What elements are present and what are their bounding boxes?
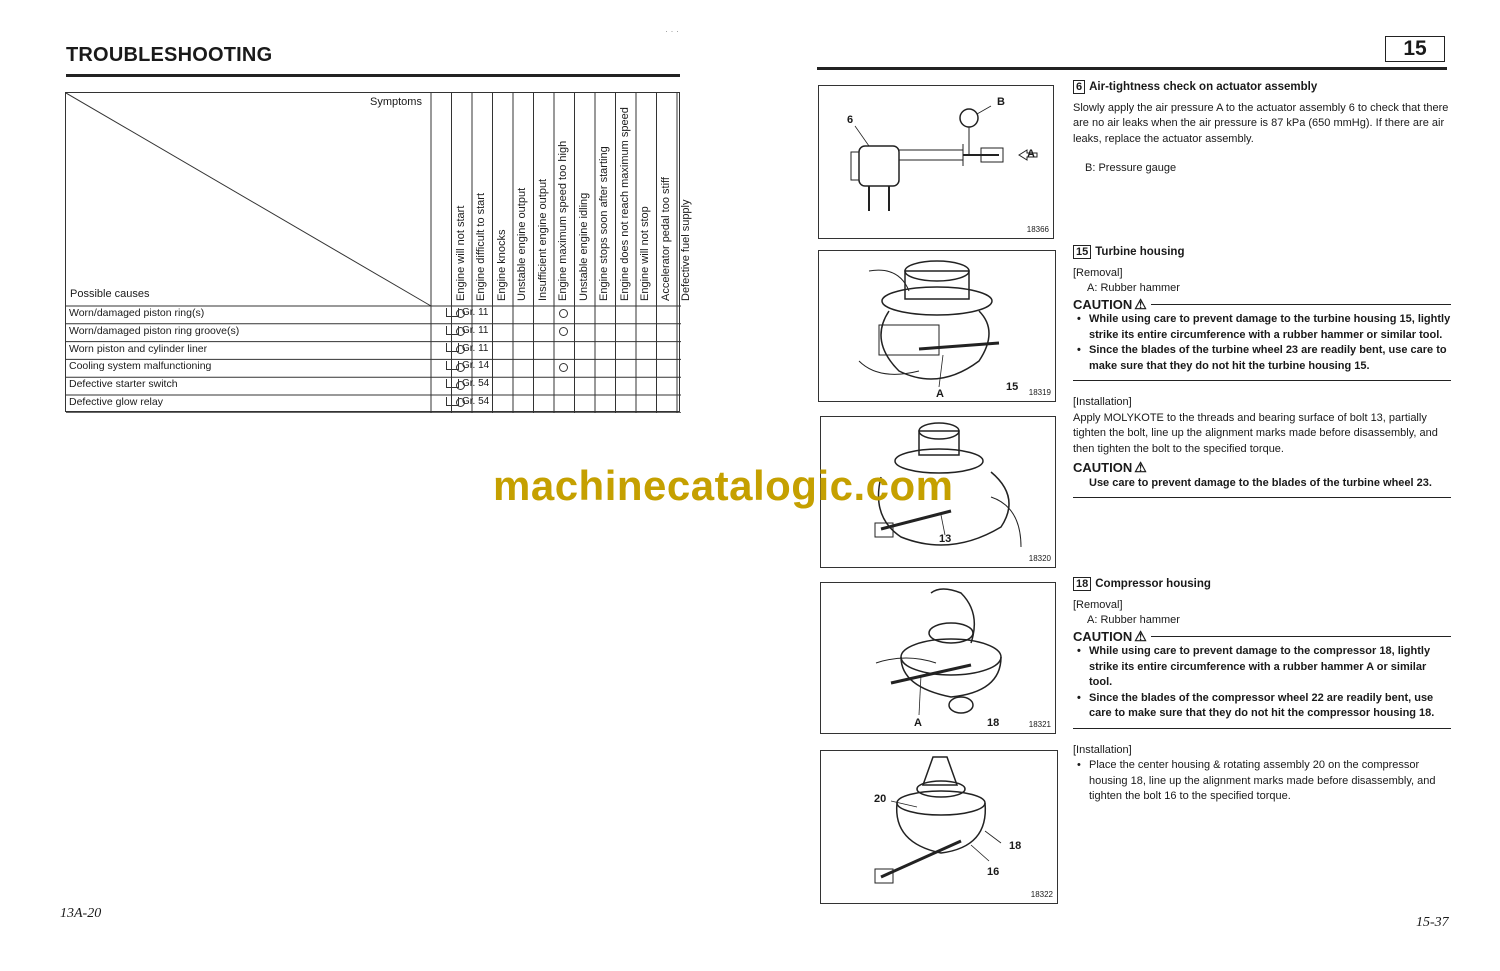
symptom-header: Insufficient engine output [536,178,549,301]
table-row [66,358,680,376]
group-reference: Gr. 11 [446,325,489,336]
figure-id: 18321 [1028,720,1051,729]
cause-label: Cooling system malfunctioning [69,360,212,373]
group-reference: Gr. 54 [446,378,489,389]
symptoms-label: Symptoms [370,96,422,108]
installation-label: [Installation] [1073,396,1132,408]
watermark: machinecatalogic.com [493,462,954,509]
section-number: 6 [1073,80,1085,94]
caution-header: CAUTION ⚠ [1073,297,1451,313]
warning-icon: ⚠ [1134,295,1147,312]
tool-label: A: Rubber hammer [1087,614,1180,626]
symptom-header: Engine maximum speed too high [557,140,569,301]
caution-bullet: • While using care to prevent damage to the compressor 18, lightly strike its entire circumference with a rubber hammer A or similar tool. [1073,644,1451,691]
chapter-rule [817,67,1447,70]
installation-body: Apply MOLYKOTE to the threads and bearing surface of bolt 13, partially tighten the bolt, line up the alignment marks made before disassembly, and then tighten the bolt to the specified torque. [1073,411,1438,455]
actuator-diagram [819,86,1053,238]
section-divider [1073,728,1451,729]
table-row [66,376,680,394]
callout-18: 18 [1009,840,1022,852]
symptom-header: Engine will not start [454,205,467,301]
group-reference: Gr. 11 [446,307,489,318]
symptom-mark-circle [559,363,568,372]
symptom-mark-circle [559,327,568,336]
section-divider [1073,380,1451,381]
section-actuator-check [1073,80,1451,177]
caution-bullet: • Since the blades of the compressor wheel 22 are readily bent, use care to make sure that they do not hit the compressor housing 18. [1073,691,1451,722]
caution-text: Use care to prevent damage to the blades of the turbine wheel 23. [1089,476,1432,489]
cause-label: Defective glow relay [69,396,163,408]
removal-label: [Removal] [1073,266,1123,279]
symptom-header: Engine stops soon after starting [598,146,610,301]
turbine-removal-drawing [819,251,1055,401]
callout-a: A [914,717,922,729]
cause-label: Worn piston and cylinder liner [69,342,208,355]
removal-label: [Removal] [1073,598,1123,611]
figure-id: 18366 [1026,225,1049,234]
possible-causes-label: Possible causes [70,288,150,300]
group-reference: Gr. 14 [446,360,489,371]
figure-id: 18319 [1028,388,1051,397]
cause-label: Worn/damaged piston ring groove(s) [69,324,240,337]
table-row [66,341,680,359]
callout-13: 13 [939,533,952,545]
figure-compressor-removal [820,582,1056,734]
figure-actuator [818,85,1054,239]
figure-compressor-installation [820,750,1058,904]
caution-header: CAUTION ⚠ [1073,629,1451,645]
symptom-header: Unstable engine idling [577,192,590,301]
table-row [66,394,680,412]
warning-icon: ⚠ [1134,459,1147,475]
cause-label: Defective starter switch [69,378,178,391]
figure-id: 18322 [1030,890,1053,899]
section-divider [1073,497,1451,498]
legend-b: B: Pressure gauge [1085,162,1177,174]
scan-dots: · · · [665,26,679,36]
section-number: 18 [1073,577,1091,591]
callout-a: A [936,388,944,400]
installation-label: [Installation] [1073,743,1132,756]
table-row [66,305,680,323]
cause-label: Worn/damaged piston ring(s) [69,307,205,319]
compressor-installation-drawing [821,751,1057,903]
callout-16: 16 [987,866,1000,878]
page-title: TROUBLESHOOTING [66,44,273,66]
section-compressor-housing [1073,577,1451,805]
callout-6: 6 [847,114,854,126]
section-heading: Turbine housing [1095,246,1185,258]
group-reference: Gr. 11 [446,343,489,354]
symptom-mark-circle [456,363,465,372]
section-heading: Air-tightness check on actuator assembly [1089,81,1318,93]
group-reference: Gr. 54 [446,396,489,407]
page-number-right: 15-37 [1416,915,1449,930]
chapter-number: 15 [1385,36,1445,62]
callout-a: A [1027,148,1035,160]
symptom-header: Unstable engine output [516,187,528,301]
table-row [66,323,680,341]
callout-b: B [997,96,1005,108]
symptom-header: Engine does not reach maximum speed [618,107,631,301]
caution-bullet: • Since the blades of the turbine wheel 23 are readily bent, use care to make sure that they do not hit the turbine housing 15. [1073,343,1451,374]
section-heading: Compressor housing [1095,578,1211,590]
section-body: Slowly apply the air pressure A to the actuator assembly 6 to check that there are no air leaks when the air pressure is 87 kPa (650 mmHg). If there are air leaks, replace the actuator assembly. [1073,101,1449,145]
caution-header: CAUTION ⚠ [1073,459,1147,475]
symptom-header: Engine will not stop [639,206,651,301]
section-turbine-housing [1073,245,1451,498]
symptom-header: Engine knocks [495,229,508,301]
installation-bullet: • Place the center housing & rotating assembly 20 on the compressor housing 18, line up the alignment marks made before disassembly, and tighten the bolt 16 to the specified torque. [1073,758,1451,805]
callout-15: 15 [1006,381,1019,393]
symptom-header: Engine difficult to start [475,192,487,301]
symptom-mark-circle [456,381,465,390]
callout-18: 18 [987,717,1000,729]
page-number-left: 13A-20 [60,906,102,921]
compressor-removal-drawing [821,583,1055,733]
warning-icon: ⚠ [1134,627,1147,644]
symptom-header: Accelerator pedal too stiff [659,177,672,301]
callout-20: 20 [874,793,887,805]
figure-id: 18320 [1028,554,1051,563]
tool-label: A: Rubber hammer [1087,282,1180,294]
title-rule [66,74,680,77]
caution-bullet: • While using care to prevent damage to the turbine housing 15, lightly strike its entire circumference with a rubber hammer or similar tool. [1073,312,1451,343]
figure-turbine-removal [818,250,1056,402]
symptom-header: Defective fuel supply [680,199,692,301]
section-number: 15 [1073,245,1091,259]
